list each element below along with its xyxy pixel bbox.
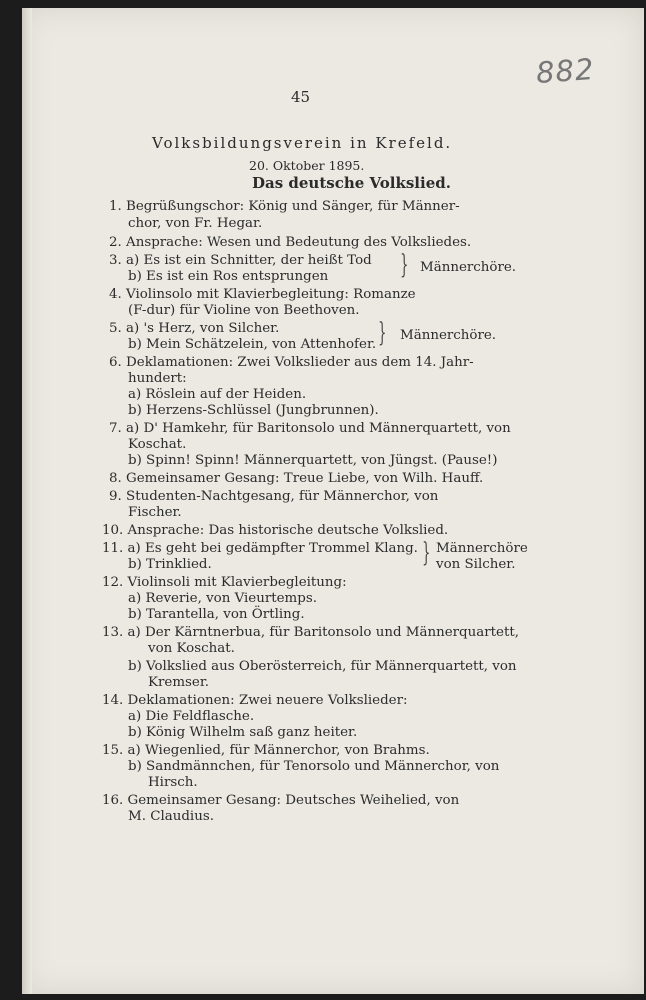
program-item-cont: Fischer. — [128, 505, 182, 520]
program-item-cont: von Koschat. — [148, 641, 235, 656]
page-number: 45 — [291, 88, 311, 106]
handwritten-folio: 882 — [534, 52, 596, 90]
program-item-note: Männerchöre. — [420, 260, 517, 275]
program-item: 1. Begrüßungschor: König und Sänger, für Männer- — [109, 199, 460, 214]
program-heading: Das deutsche Volkslied. — [252, 174, 451, 192]
program-item-cont: b) Trinklied. — [128, 557, 212, 572]
program-item: 8. Gemeinsamer Gesang: Treue Liebe, von Wilh. Hauff. — [109, 471, 484, 486]
program-item-cont: b) Mein Schätzelein, von Attenhofer. — [128, 337, 377, 352]
program-item: 4. Violinsolo mit Klavierbegleitung: Romanze — [109, 287, 416, 302]
brace: } — [400, 250, 409, 280]
program-item-cont: a) Die Feldflasche. — [128, 709, 255, 724]
program-item-cont: Koschat. — [128, 437, 187, 452]
program-item: 3. a) Es ist ein Schnitter, der heißt Tod — [109, 253, 372, 268]
program-item: 16. Gemeinsamer Gesang: Deutsches Weihelied, von — [102, 793, 460, 808]
program-item-cont: a) Röslein auf der Heiden. — [128, 387, 307, 402]
program-item: 11. a) Es geht bei gedämpfter Trommel Klang. — [102, 541, 418, 556]
program-item-cont: b) Tarantella, von Örtling. — [128, 607, 305, 622]
program-item-cont: M. Claudius. — [128, 809, 214, 824]
program-item-cont: b) König Wilhelm saß ganz heiter. — [128, 725, 358, 740]
program-item-note: von Silcher. — [436, 557, 516, 572]
program-item-cont: b) Volkslied aus Oberösterreich, für Männerquartett, von — [128, 659, 517, 674]
binding-edge — [22, 8, 32, 994]
event-date: 20. Oktober 1895. — [249, 158, 365, 173]
program-item: 13. a) Der Kärntnerbua, für Baritonsolo und Männerquartett, — [102, 625, 519, 640]
program-item-cont: (F-dur) für Violine von Beethoven. — [128, 303, 360, 318]
program-item-note: Männerchöre. — [400, 328, 497, 343]
program-item: 6. Deklamationen: Zwei Volkslieder aus dem 14. Jahr- — [109, 355, 474, 370]
program-item: 9. Studenten-Nachtgesang, für Männerchor, von — [109, 489, 439, 504]
program-item: 5. a) 's Herz, von Silcher. — [109, 321, 280, 336]
program-item-cont: Hirsch. — [148, 775, 198, 790]
brace: } — [378, 318, 387, 348]
document-title: Volksbildungsverein in Krefeld. — [152, 134, 453, 152]
program-item-cont: b) Spinn! Spinn! Männerquartett, von Jüngst. (Pause!) — [128, 453, 498, 468]
program-item: 15. a) Wiegenlied, für Männerchor, von Brahms. — [102, 743, 430, 758]
program-item-cont: Kremser. — [148, 675, 210, 690]
program-item-note: Männerchöre — [436, 541, 528, 556]
program-item-cont: b) Es ist ein Ros entsprungen — [128, 269, 329, 284]
program-item-cont: chor, von Fr. Hegar. — [128, 216, 263, 231]
program-item-cont: a) Reverie, von Vieurtemps. — [128, 591, 317, 606]
program-item: 12. Violinsoli mit Klavierbegleitung: — [102, 575, 347, 590]
program-item: 2. Ansprache: Wesen und Bedeutung des Volksliedes. — [109, 235, 472, 250]
program-item: 14. Deklamationen: Zwei neuere Volkslieder: — [102, 693, 408, 708]
program-item: 10. Ansprache: Das historische deutsche Volkslied. — [102, 523, 449, 538]
program-item-cont: b) Herzens-Schlüssel (Jungbrunnen). — [128, 403, 379, 418]
document-page — [22, 8, 644, 994]
program-item-cont: b) Sandmännchen, für Tenorsolo und Männerchor, von — [128, 759, 500, 774]
program-item-cont: hundert: — [128, 371, 187, 386]
program-item: 7. a) D' Hamkehr, für Baritonsolo und Männerquartett, von — [109, 421, 511, 436]
brace: } — [422, 538, 431, 568]
